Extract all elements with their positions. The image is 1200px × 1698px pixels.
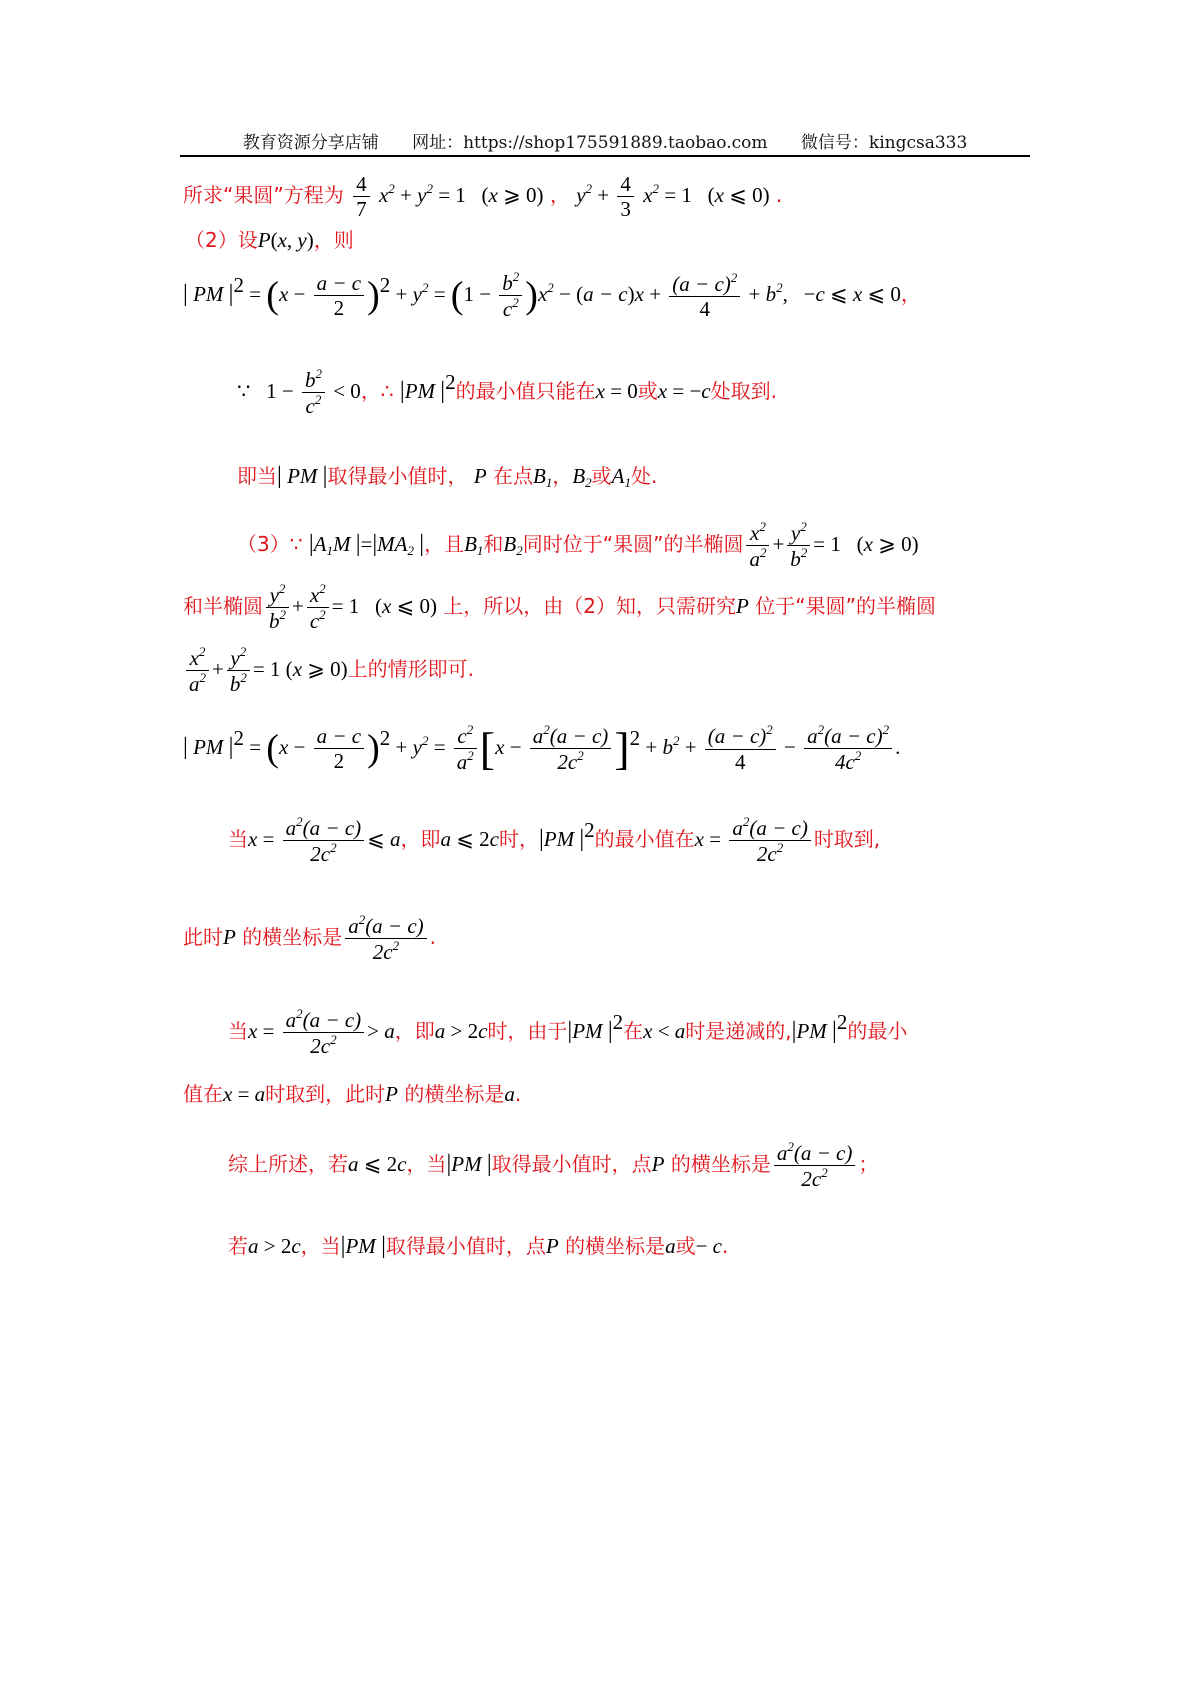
page-header	[182, 128, 1028, 153]
text-15b: ，当	[300, 1234, 341, 1258]
line-9: | PM $|^2 = (x$ − $\frac{a - c}{2}$ )$^2 + y^2$ = $\frac{c^2}{a^2}$ [x − $\frac{a^2(a - c)}{2c^2}$ ]$^2 + b^2$ + $\frac{(a - c)^2}{4}$ − $\frac{a^2(a - c)^2}{4c^2}$ .	[183, 721, 901, 774]
text-11b: 的横坐标是	[242, 925, 343, 950]
text-2b: ，则	[313, 228, 354, 252]
line-6: （3）∵ $|A_1M$ $|=|MA_2$ |，且$B_1$和$B_2$同时位于“果圆”的半椭圆 $\frac{x^2}{a^2}$ + $\frac{y^2}{b^2}$ = 1 (x ⩾ 0)	[237, 519, 919, 572]
text-5d: ，	[552, 464, 573, 488]
frac-4-3: $\frac{4}{3}$	[617, 172, 634, 221]
text-4d: 处取到.	[710, 379, 777, 404]
line-12: 当x = $\frac{a^2(a - c)}{2c^2}$ > a，即a > 2c时，由于|PM $|^2$在x < a时是递减的,|PM $|^2$的最小	[228, 1006, 908, 1059]
text-5f: 处.	[630, 464, 658, 488]
header-rule	[180, 155, 1030, 157]
text-6a: （3）∵	[237, 532, 303, 557]
text-4a: ，∴	[360, 379, 394, 404]
text-10e: 时取到,	[813, 827, 881, 852]
text-14c: 取得最小值时，点	[491, 1152, 652, 1177]
text-15f: .	[721, 1234, 729, 1258]
text-14e: ；	[858, 1152, 879, 1177]
line-4: ∵ 1 − $\frac{b^2}{c^2}$ < 0，∴ |PM $|^2$的最小值只能在x = 0或x = −c处取到.	[237, 366, 777, 419]
text-15e: 或	[675, 1234, 696, 1258]
line-14: 综上所述，若a ⩽ 2c，当|PM |取得最小值时，点P 的横坐标是 $\frac{a^2(a - c)}{2c^2}$ ；	[228, 1139, 879, 1192]
text-12f: 的最小	[847, 1019, 908, 1044]
text-13d: .	[514, 1082, 522, 1106]
text-14b: ，当	[406, 1152, 447, 1177]
text-5e: 或	[591, 464, 612, 488]
text-13a: 值在	[183, 1082, 223, 1106]
text-12c: 时，由于	[487, 1019, 568, 1044]
text-7c: 位于“果圆”的半椭圆	[755, 594, 936, 619]
text-10b: ，即	[400, 827, 441, 852]
line-3: | PM $|^2 = (x$ − $\frac{a - c}{2}$ )$^2 + y^2 = (1$ − $\frac{b^2}{c^2}$ )$x^2 - (a - c)x$ + $\frac{(a - c)^2}{4}$ + $b^2$, −c ⩽ x ⩽ 0，	[183, 269, 921, 322]
text-1b: ，	[549, 183, 570, 208]
line-10: 当x = $\frac{a^2(a - c)}{2c^2}$ ⩽ a，即a ⩽ 2c时，|PM $|^2$的最小值在x = $\frac{a^2(a - c)}{2c^2}$ 时取到,	[228, 814, 881, 867]
text-12a: 当	[228, 1019, 248, 1044]
text-15d: 的横坐标是	[565, 1234, 666, 1258]
text-7a: 和半椭圆	[183, 594, 263, 619]
text-15a: 若	[228, 1234, 248, 1258]
text-6d: 同时位于“果圆”的半椭圆	[522, 532, 744, 557]
text-4b: 的最小值只能在	[455, 379, 596, 404]
text-3-end: ，	[900, 282, 921, 307]
text-12e: 时是递减的,	[685, 1019, 792, 1044]
text-12b: ，即	[394, 1019, 435, 1044]
text-1a: 所求“果圆”方程为	[183, 183, 344, 208]
text-6b: ，且	[424, 532, 465, 557]
line-5: 即当| PM |取得最小值时， P 在点$B_1$，$B_2$或$A_1$处.	[237, 463, 658, 490]
frac-4-7: $\frac{4}{7}$	[353, 172, 370, 221]
text-15c: 取得最小值时，点	[385, 1234, 546, 1258]
text-10a: 当	[228, 827, 248, 852]
text-11a: 此时	[183, 925, 223, 950]
text-6c: 和	[483, 532, 504, 557]
text-12d: 在	[623, 1019, 644, 1044]
text-7b: 上，所以，由（2）知，只需研究	[443, 594, 737, 619]
text-14d: 的横坐标是	[670, 1152, 771, 1177]
line-7: 和半椭圆 $\frac{y^2}{b^2}$ + $\frac{x^2}{c^2}$ = 1 (x ⩽ 0) 上，所以，由（2）知，只需研究P 位于“果圆”的半椭圆	[183, 581, 936, 634]
line-8: $\frac{x^2}{a^2}$ + $\frac{y^2}{b^2}$ = 1 (x ⩾ 0)上的情形即可.	[183, 645, 474, 696]
line-11: 此时P 的横坐标是 $\frac{a^2(a - c)}{2c^2}$ .	[183, 912, 437, 965]
text-13b: 时取到，此时	[265, 1082, 386, 1106]
line-2: （2）设P(x, y)，则	[185, 228, 354, 252]
text-2a: （2）设	[185, 228, 258, 252]
text-14a: 综上所述，若	[228, 1152, 348, 1177]
text-11c: .	[429, 925, 437, 950]
text-10d: 的最小值在	[594, 827, 695, 852]
line-13: 值在x = a时取到，此时P 的横坐标是a.	[183, 1082, 522, 1106]
line-1: 所求“果圆”方程为 $\frac{4}{7}$ $x^2 + y^2 = 1$ (x ⩾ 0) ， $y^2$ + $\frac{4}{3}$ $x^2 = 1$ (x ⩽ 0) .	[183, 172, 783, 222]
header-wechat: 微信号：kingcsa333	[800, 133, 968, 153]
text-5a: 即当	[237, 464, 277, 488]
text-5c: 在点	[493, 464, 533, 488]
text-8a: 上的情形即可.	[347, 657, 474, 682]
text-10c: 时，	[498, 827, 539, 852]
text-13c: 的横坐标是	[404, 1082, 505, 1106]
line-15: 若a > 2c，当|PM |取得最小值时，点P 的横坐标是a或− c.	[228, 1233, 729, 1259]
header-url: 网址：https://shop175591889.taobao.com	[412, 133, 768, 153]
header-shop: 教育资源分享店铺	[242, 133, 379, 153]
text-5b: 取得最小值时，	[327, 464, 468, 488]
text-4c: 或	[637, 379, 658, 404]
text-1c: .	[775, 183, 783, 208]
